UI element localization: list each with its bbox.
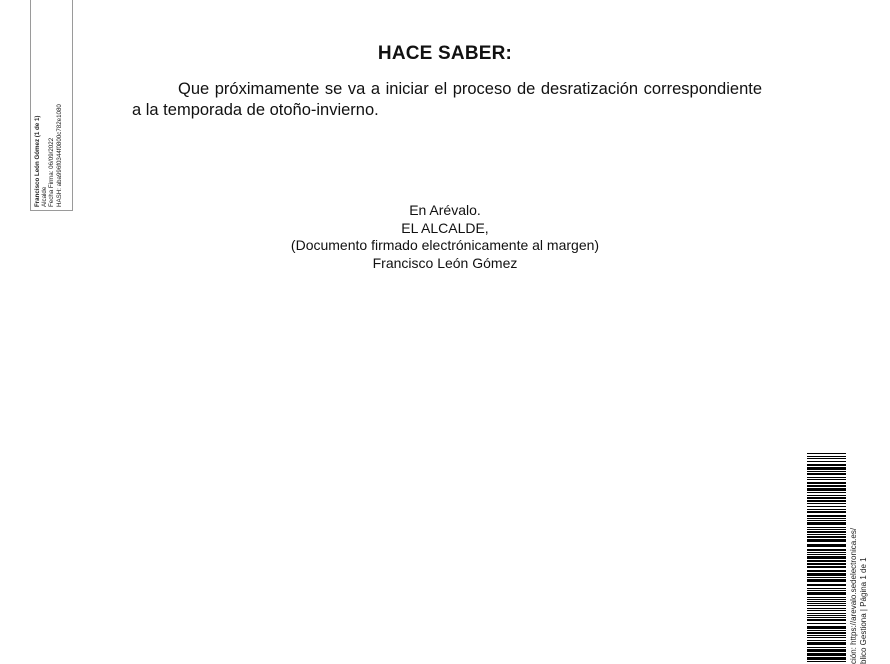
barcode-bar (807, 552, 846, 553)
barcode-graphic (807, 452, 846, 664)
barcode-bar (807, 539, 846, 542)
barcode-bar (807, 503, 846, 504)
barcode-bar (807, 637, 846, 638)
barcode-bar (807, 471, 846, 472)
barcode-bar (807, 623, 846, 624)
barcode-bar (807, 599, 846, 600)
barcode-bar (807, 549, 846, 551)
barcode-bar (807, 617, 846, 618)
barcode-bar (807, 485, 846, 487)
barcode-bar (807, 497, 846, 499)
barcode-bar (807, 657, 846, 660)
barcode-bar (807, 619, 846, 621)
closing-title: EL ALCALDE, (401, 219, 489, 236)
barcode-bar (807, 642, 846, 645)
stamp-hash: HASH: aba996f0344f0800c782e1080 (55, 104, 63, 207)
barcode (807, 452, 846, 664)
barcode-bar (807, 500, 846, 502)
barcode-bar (807, 482, 846, 484)
barcode-bar (807, 613, 846, 614)
barcode-bar (807, 473, 846, 475)
barcode-bar (807, 560, 846, 562)
barcode-bar (807, 511, 846, 513)
closing-note: (Documento firmado electrónicamente al margen) (290, 237, 600, 253)
barcode-bar (807, 632, 846, 634)
barcode-bar (807, 495, 846, 496)
barcode-bar (807, 605, 846, 606)
barcode-bar (807, 534, 846, 535)
closing-block (0, 202, 890, 272)
barcode-bar (807, 554, 846, 555)
barcode-bar (807, 479, 846, 480)
barcode-bar (807, 661, 846, 662)
barcode-bar (807, 515, 846, 517)
stamp-date: Fecha Firma: 06/09/2022 (48, 137, 56, 207)
barcode-bar (807, 522, 846, 525)
barcode-bar (807, 588, 846, 589)
barcode-bar (807, 520, 846, 521)
barcode-bar (807, 456, 846, 457)
barcode-bar (807, 635, 846, 636)
barcode-bar (807, 579, 846, 582)
barcode-bar (807, 467, 846, 470)
barcode-bar (807, 492, 846, 493)
barcode-bar (807, 603, 846, 604)
signature-stamp (30, 0, 73, 211)
barcode-bar (807, 458, 846, 459)
verification-line-1: ción: https://arevalo.sedelectronica.es/ (849, 527, 858, 664)
barcode-bar (807, 577, 846, 578)
barcode-bar (807, 488, 846, 491)
barcode-bar (807, 601, 846, 602)
barcode-bar (807, 527, 846, 528)
barcode-bar (807, 584, 846, 586)
barcode-bar (807, 509, 846, 510)
barcode-bar (807, 597, 846, 598)
closing-name: Francisco León Gómez (372, 254, 518, 271)
barcode-bar (807, 592, 846, 595)
barcode-bar (807, 610, 846, 611)
stamp-role: Alcalde (41, 186, 49, 207)
barcode-bar (807, 477, 846, 478)
barcode-bar (807, 544, 846, 547)
barcode-bar (807, 626, 846, 629)
document-heading: HACE SABER: (377, 43, 513, 64)
barcode-bar (807, 640, 846, 641)
barcode-bar (807, 566, 846, 568)
barcode-bar (807, 649, 846, 652)
barcode-bar (807, 556, 846, 559)
closing-place: En Arévalo. (409, 202, 481, 218)
document-paragraph: Que próximamente se va a iniciar el proceso de desratización correspondiente a la temporada de otoño-invierno. (132, 80, 762, 119)
barcode-bar (807, 464, 846, 466)
barcode-bar (807, 647, 846, 648)
barcode-bar (807, 608, 846, 609)
barcode-bar (807, 630, 846, 631)
barcode-bar (807, 563, 846, 565)
barcode-bar (807, 531, 846, 533)
barcode-bar (807, 536, 846, 538)
barcode-bar (807, 453, 846, 454)
barcode-bar (807, 461, 846, 462)
verification-text (849, 464, 868, 664)
barcode-bar (807, 590, 846, 591)
signature-stamp-text (34, 0, 63, 207)
barcode-bar (807, 615, 846, 616)
barcode-bar (807, 529, 846, 530)
barcode-bar (807, 506, 846, 507)
barcode-bar (807, 653, 846, 656)
barcode-bar (807, 573, 846, 576)
barcode-bar (807, 518, 846, 519)
verification-line-2: blico Gestiona | Página 1 de 1 (858, 557, 868, 664)
barcode-bar (807, 570, 846, 572)
stamp-signer: Francisco León Gómez (1 de 1) (34, 115, 41, 207)
